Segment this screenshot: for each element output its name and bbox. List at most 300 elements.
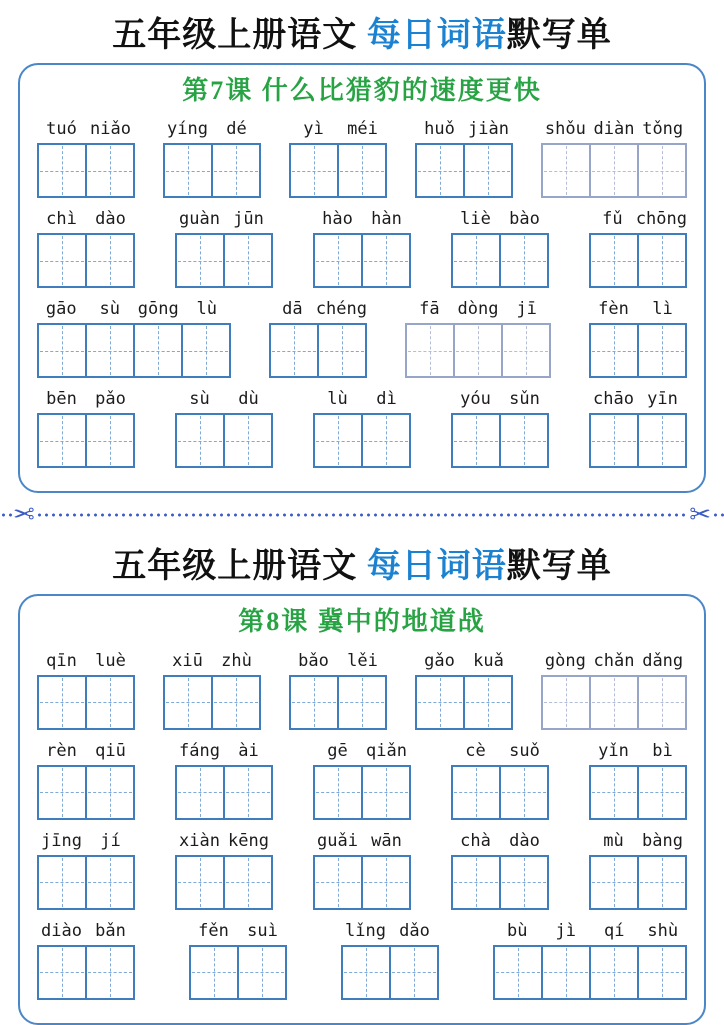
- writing-box: [39, 857, 85, 908]
- word-group: [313, 739, 411, 820]
- writing-grid: [589, 323, 687, 378]
- pinyin-syllable: lù: [327, 389, 348, 410]
- word-group: [589, 387, 687, 468]
- pinyin-syllable: mù: [603, 830, 624, 851]
- writing-box: [211, 145, 259, 196]
- pinyin-syllable: jiàn: [468, 119, 509, 140]
- pinyin-label: [415, 649, 513, 673]
- writing-box: [315, 857, 361, 908]
- pinyin-syllable: méi: [347, 119, 378, 140]
- pinyin-syllable: qí: [604, 920, 625, 941]
- writing-box: [343, 947, 389, 998]
- word-group: [163, 649, 261, 730]
- writing-grid: [405, 323, 551, 378]
- writing-box: [223, 857, 271, 908]
- writing-grid: [415, 143, 513, 198]
- writing-grid: [289, 675, 387, 730]
- pinyin-syllable: gē: [327, 740, 348, 761]
- word-row: [37, 117, 687, 198]
- word-group: [37, 739, 135, 820]
- pinyin-syllable: fèn: [598, 299, 629, 320]
- lesson-title: 第7课 什么比猎豹的速度更快: [182, 75, 542, 105]
- pinyin-syllable: bēn: [46, 389, 77, 410]
- word-row: [37, 387, 687, 468]
- pinyin-label: [175, 207, 273, 231]
- word-row: [37, 739, 687, 820]
- pinyin-syllable: wān: [371, 830, 402, 851]
- pinyin-label: [541, 649, 687, 673]
- pinyin-label: [163, 649, 261, 673]
- pinyin-label: [37, 117, 135, 141]
- writing-box: [637, 325, 685, 376]
- pinyin-syllable: pǎo: [95, 389, 126, 410]
- word-group: [415, 649, 513, 730]
- word-row: [37, 297, 687, 378]
- writing-grid: [313, 855, 411, 910]
- pinyin-label: [175, 829, 273, 853]
- writing-box: [177, 235, 223, 286]
- word-group: [175, 739, 273, 820]
- word-group: [175, 207, 273, 288]
- pinyin-label: [451, 207, 549, 231]
- page-title-highlight: 每日词语: [366, 548, 507, 586]
- writing-box: [191, 947, 237, 998]
- pinyin-label: [589, 207, 687, 231]
- pinyin-syllable: yíng: [167, 119, 208, 140]
- pinyin-syllable: bàng: [642, 830, 683, 851]
- pinyin-syllable: suì: [247, 920, 278, 941]
- word-group: [341, 919, 439, 1000]
- pinyin-syllable: rèn: [46, 740, 77, 761]
- pinyin-label: [451, 739, 549, 763]
- pinyin-syllable: ài: [238, 740, 259, 761]
- pinyin-label: [37, 649, 135, 673]
- writing-grid: [269, 323, 367, 378]
- pinyin-syllable: jīng: [41, 830, 82, 851]
- pinyin-syllable: qīn: [46, 650, 77, 671]
- writing-box: [637, 235, 685, 286]
- pinyin-syllable: diào: [41, 920, 82, 941]
- writing-grid: [175, 765, 273, 820]
- pinyin-label: [37, 387, 135, 411]
- writing-box: [133, 325, 181, 376]
- pinyin-syllable: liè: [460, 209, 491, 230]
- pinyin-label: [415, 117, 513, 141]
- writing-box: [85, 857, 133, 908]
- dotted-line: [0, 513, 12, 517]
- writing-box: [177, 415, 223, 466]
- writing-box: [499, 857, 547, 908]
- pinyin-label: [289, 117, 387, 141]
- word-group: [289, 649, 387, 730]
- writing-box: [39, 235, 85, 286]
- pinyin-syllable: xiàn: [179, 830, 220, 851]
- word-group: [189, 919, 287, 1000]
- pinyin-syllable: sù: [189, 389, 210, 410]
- writing-grid: [493, 945, 687, 1000]
- word-group: [589, 739, 687, 820]
- writing-grid: [163, 675, 261, 730]
- pinyin-syllable: hào: [322, 209, 353, 230]
- writing-box: [337, 677, 385, 728]
- writing-grid: [37, 323, 231, 378]
- pinyin-label: [175, 739, 273, 763]
- pinyin-syllable: tǒng: [642, 119, 684, 140]
- pinyin-label: [589, 297, 687, 321]
- writing-box: [315, 767, 361, 818]
- word-group: [37, 117, 135, 198]
- pinyin-syllable: lěi: [347, 650, 378, 671]
- writing-grid: [163, 143, 261, 198]
- writing-box: [637, 145, 685, 196]
- writing-box: [223, 415, 271, 466]
- pinyin-syllable: huǒ: [424, 119, 455, 140]
- writing-grid: [37, 143, 135, 198]
- writing-box: [543, 677, 589, 728]
- writing-grid: [37, 765, 135, 820]
- writing-box: [453, 325, 501, 376]
- pinyin-label: [37, 829, 135, 853]
- writing-box: [499, 235, 547, 286]
- pinyin-syllable: lǐng: [345, 920, 386, 941]
- writing-box: [463, 145, 511, 196]
- pinyin-label: [541, 117, 687, 141]
- pinyin-syllable: gōng: [137, 299, 179, 320]
- page-title-highlight: 每日词语: [366, 17, 507, 54]
- pinyin-syllable: kuǎ: [473, 650, 504, 671]
- pinyin-syllable: guǎi: [317, 830, 358, 851]
- word-group: [589, 207, 687, 288]
- writing-grid: [451, 765, 549, 820]
- word-group: [451, 387, 549, 468]
- writing-box: [637, 415, 685, 466]
- writing-grid: [37, 413, 135, 468]
- pinyin-label: [493, 919, 687, 943]
- pinyin-syllable: dào: [509, 830, 540, 851]
- pinyin-label: [451, 829, 549, 853]
- writing-box: [85, 947, 133, 998]
- pinyin-syllable: sǔn: [509, 389, 540, 410]
- writing-box: [543, 145, 589, 196]
- pinyin-syllable: bù: [507, 920, 528, 941]
- pinyin-syllable: bǎn: [95, 920, 126, 941]
- writing-box: [499, 415, 547, 466]
- writing-box: [591, 857, 637, 908]
- writing-box: [589, 677, 637, 728]
- writing-box: [237, 947, 285, 998]
- pinyin-syllable: jūn: [233, 209, 264, 230]
- writing-box: [591, 325, 637, 376]
- pinyin-label: [341, 919, 439, 943]
- pinyin-syllable: fǔ: [602, 209, 623, 230]
- writing-box: [85, 145, 133, 196]
- writing-grid: [589, 855, 687, 910]
- writing-box: [181, 325, 229, 376]
- pinyin-syllable: lì: [652, 299, 673, 320]
- word-group: [163, 117, 261, 198]
- pinyin-label: [589, 387, 687, 411]
- pinyin-syllable: bǎo: [298, 650, 329, 671]
- dotted-line: [36, 513, 688, 517]
- word-group: [589, 297, 687, 378]
- word-group: [37, 297, 231, 378]
- section-panel: [18, 63, 706, 494]
- pinyin-label: [175, 387, 273, 411]
- page-title: [0, 531, 724, 588]
- writing-box: [637, 947, 685, 998]
- writing-box: [361, 235, 409, 286]
- pinyin-syllable: kēng: [228, 830, 269, 851]
- writing-grid: [313, 765, 411, 820]
- writing-grid: [37, 945, 135, 1000]
- writing-grid: [589, 233, 687, 288]
- writing-box: [165, 145, 211, 196]
- pinyin-syllable: fā: [419, 299, 440, 320]
- writing-box: [501, 325, 549, 376]
- word-row: [37, 829, 687, 910]
- writing-box: [211, 677, 259, 728]
- writing-box: [361, 767, 409, 818]
- pinyin-syllable: dù: [238, 389, 259, 410]
- word-group: [313, 387, 411, 468]
- word-row: [37, 919, 687, 1000]
- pinyin-syllable: jí: [100, 830, 121, 851]
- writing-grid: [37, 675, 135, 730]
- pinyin-syllable: dǎo: [399, 920, 430, 941]
- writing-box: [591, 415, 637, 466]
- word-group: [289, 117, 387, 198]
- pinyin-syllable: jì: [555, 920, 576, 941]
- pinyin-syllable: gāo: [45, 299, 77, 320]
- pinyin-label: [37, 919, 135, 943]
- page-title-part2: 默写单: [506, 548, 612, 586]
- writing-grid: [541, 143, 687, 198]
- writing-box: [637, 767, 685, 818]
- word-group: [589, 829, 687, 910]
- writing-box: [361, 857, 409, 908]
- word-group: [451, 207, 549, 288]
- writing-grid: [313, 413, 411, 468]
- writing-grid: [175, 233, 273, 288]
- word-group: [269, 297, 367, 378]
- writing-box: [315, 415, 361, 466]
- word-group: [37, 919, 135, 1000]
- writing-grid: [175, 855, 273, 910]
- word-group: [451, 739, 549, 820]
- writing-grid: [37, 855, 135, 910]
- writing-box: [541, 947, 589, 998]
- pinyin-syllable: bì: [652, 740, 673, 761]
- pinyin-label: [589, 829, 687, 853]
- writing-box: [637, 677, 685, 728]
- writing-box: [589, 947, 637, 998]
- pinyin-syllable: qiū: [95, 740, 126, 761]
- pinyin-label: [37, 207, 135, 231]
- pinyin-syllable: diàn: [593, 119, 635, 140]
- writing-box: [637, 857, 685, 908]
- writing-grid: [313, 233, 411, 288]
- writing-box: [85, 325, 133, 376]
- pinyin-syllable: chà: [460, 830, 491, 851]
- pinyin-label: [589, 739, 687, 763]
- writing-grid: [415, 675, 513, 730]
- pinyin-syllable: sù: [99, 299, 120, 320]
- word-group: [541, 649, 687, 730]
- dotted-line: [712, 513, 724, 517]
- word-group: [415, 117, 513, 198]
- pinyin-syllable: dā: [282, 299, 303, 320]
- pinyin-label: [163, 117, 261, 141]
- word-group: [451, 829, 549, 910]
- pinyin-syllable: jī: [516, 299, 537, 320]
- pinyin-label: [313, 387, 411, 411]
- pinyin-syllable: dòng: [457, 299, 499, 320]
- pinyin-syllable: shù: [647, 920, 679, 941]
- pinyin-syllable: chì: [46, 209, 77, 230]
- writing-box: [165, 677, 211, 728]
- word-group: [37, 829, 135, 910]
- writing-box: [85, 235, 133, 286]
- writing-box: [417, 145, 463, 196]
- writing-box: [495, 947, 541, 998]
- writing-grid: [589, 413, 687, 468]
- writing-box: [85, 677, 133, 728]
- pinyin-syllable: xiū: [172, 650, 203, 671]
- pinyin-syllable: fěn: [198, 920, 229, 941]
- cut-line-divider: [0, 501, 724, 529]
- pinyin-syllable: bào: [509, 209, 540, 230]
- writing-box: [591, 767, 637, 818]
- pinyin-syllable: chéng: [315, 299, 367, 320]
- pinyin-syllable: yì: [303, 119, 324, 140]
- word-group: [175, 387, 273, 468]
- word-row: [37, 649, 687, 730]
- pinyin-syllable: dào: [95, 209, 126, 230]
- word-group: [493, 919, 687, 1000]
- pinyin-label: [313, 739, 411, 763]
- writing-box: [315, 235, 361, 286]
- pinyin-syllable: guàn: [179, 209, 220, 230]
- writing-box: [291, 677, 337, 728]
- writing-box: [39, 415, 85, 466]
- pinyin-syllable: fáng: [179, 740, 220, 761]
- writing-box: [291, 145, 337, 196]
- writing-grid: [37, 233, 135, 288]
- pinyin-syllable: yīn: [647, 389, 678, 410]
- writing-grid: [589, 765, 687, 820]
- pinyin-syllable: lù: [196, 299, 217, 320]
- writing-box: [85, 415, 133, 466]
- writing-box: [39, 947, 85, 998]
- section-panel: [18, 594, 706, 1025]
- pinyin-syllable: luè: [95, 650, 126, 671]
- pinyin-label: [451, 387, 549, 411]
- page-title-part1: 五年级上册语文: [112, 17, 367, 54]
- writing-box: [591, 235, 637, 286]
- writing-box: [453, 767, 499, 818]
- writing-grid: [451, 413, 549, 468]
- page-title: [0, 0, 724, 57]
- writing-box: [453, 415, 499, 466]
- writing-grid: [451, 233, 549, 288]
- word-group: [175, 829, 273, 910]
- word-group: [313, 829, 411, 910]
- pinyin-syllable: dǎng: [642, 650, 684, 671]
- writing-grid: [341, 945, 439, 1000]
- pinyin-syllable: gòng: [544, 650, 586, 671]
- writing-box: [417, 677, 463, 728]
- writing-box: [39, 767, 85, 818]
- word-group: [37, 387, 135, 468]
- writing-box: [39, 145, 85, 196]
- pinyin-label: [313, 829, 411, 853]
- writing-box: [361, 415, 409, 466]
- writing-box: [337, 145, 385, 196]
- pinyin-syllable: yóu: [460, 389, 491, 410]
- writing-box: [85, 767, 133, 818]
- writing-grid: [175, 413, 273, 468]
- writing-box: [389, 947, 437, 998]
- pinyin-syllable: suǒ: [509, 740, 540, 761]
- pinyin-syllable: chōng: [635, 209, 687, 230]
- writing-box: [317, 325, 365, 376]
- word-group: [37, 207, 135, 288]
- pinyin-syllable: zhù: [221, 650, 252, 671]
- writing-box: [453, 235, 499, 286]
- writing-box: [39, 325, 85, 376]
- writing-grid: [541, 675, 687, 730]
- writing-box: [407, 325, 453, 376]
- pinyin-syllable: chāo: [593, 389, 634, 410]
- pinyin-syllable: gǎo: [424, 650, 455, 671]
- pinyin-syllable: shǒu: [544, 119, 586, 140]
- pinyin-syllable: yǐn: [598, 740, 629, 761]
- word-group: [313, 207, 411, 288]
- pinyin-label: [269, 297, 367, 321]
- pinyin-syllable: hàn: [371, 209, 402, 230]
- word-group: [405, 297, 551, 378]
- pinyin-syllable: cè: [465, 740, 486, 761]
- writing-box: [39, 677, 85, 728]
- writing-grid: [189, 945, 287, 1000]
- writing-box: [223, 235, 271, 286]
- pinyin-syllable: tuó: [46, 119, 77, 140]
- pinyin-label: [189, 919, 287, 943]
- pinyin-label: [405, 297, 551, 321]
- writing-grid: [451, 855, 549, 910]
- pinyin-syllable: qiǎn: [366, 740, 407, 761]
- writing-box: [177, 857, 223, 908]
- pinyin-syllable: niǎo: [90, 119, 131, 140]
- word-row: [37, 207, 687, 288]
- scissors-icon: ✂: [689, 500, 711, 531]
- writing-grid: [289, 143, 387, 198]
- page-title-part1: 五年级上册语文: [112, 548, 367, 586]
- writing-box: [271, 325, 317, 376]
- page-title-part2: 默写单: [506, 17, 612, 54]
- writing-box: [177, 767, 223, 818]
- pinyin-label: [313, 207, 411, 231]
- pinyin-syllable: chǎn: [593, 650, 635, 671]
- writing-box: [223, 767, 271, 818]
- scissors-icon: ✂: [13, 500, 35, 531]
- writing-box: [453, 857, 499, 908]
- word-group: [37, 649, 135, 730]
- word-group: [541, 117, 687, 198]
- writing-box: [463, 677, 511, 728]
- pinyin-label: [289, 649, 387, 673]
- pinyin-syllable: dì: [376, 389, 397, 410]
